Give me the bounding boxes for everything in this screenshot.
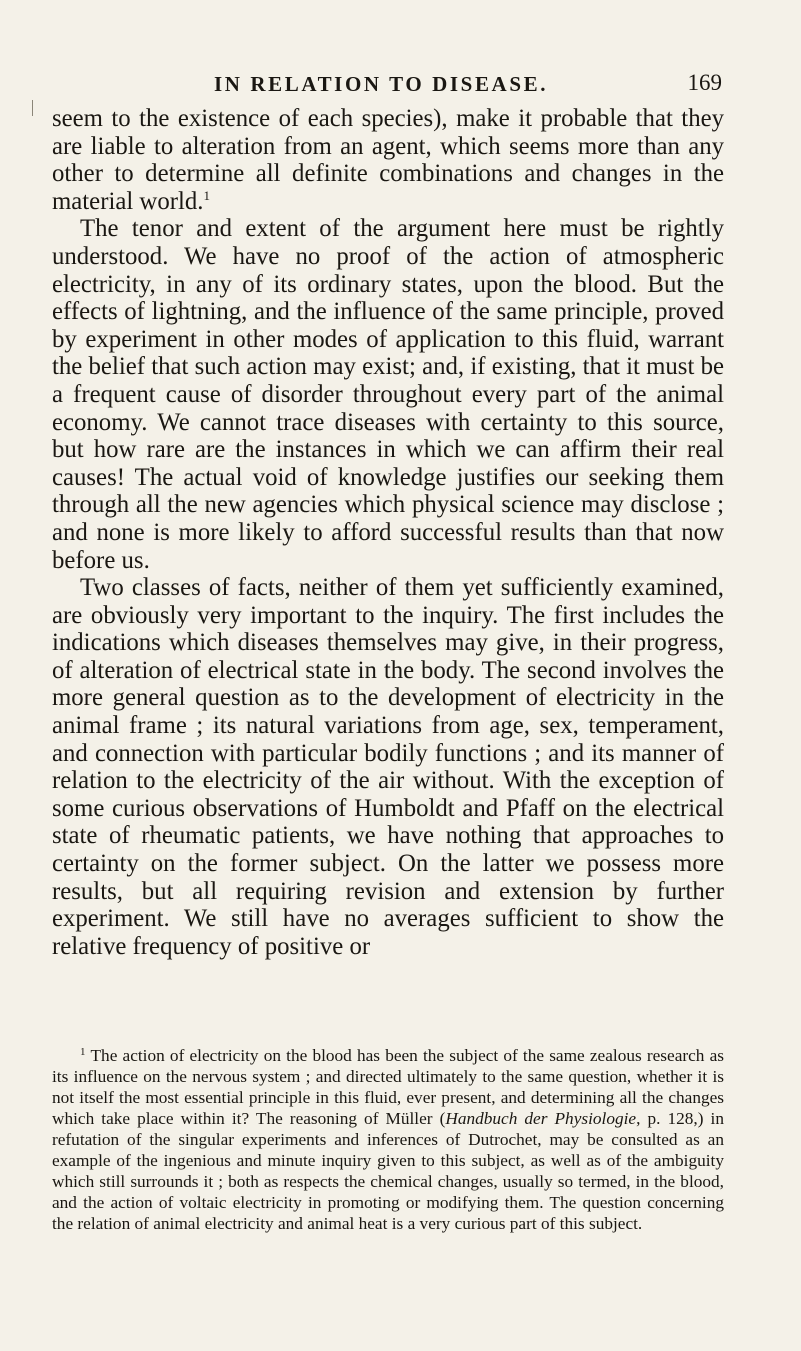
footnote-paragraph <box>52 1045 724 1234</box>
paragraph-two-classes: Two classes of facts, neither of them yet sufficiently examined, are obviously very important to the inquiry. The first includes the indications which diseases themselves may give, in their progress, of alteration of electrical state in the body. The second involves the more general question as to the development of electricity in the animal frame ; its natural variations from age, sex, temperament, and connection with particular bodily functions ; and its manner of relation to the electricity of the air without. With the exception of some curious observations of Humboldt and Pfaff on the electrical state of rheumatic patients, we have nothing that approaches to certainty on the former subject. On the latter we possess more results, but all requiring revision and extension by further experiment. We still have no averages sufficient to show the relative frequency of positive or <box>52 574 724 960</box>
running-head <box>182 72 722 102</box>
paragraph-continued-text: seem to the existence of each species), make it probable that they are liable to alteration from an agent, which seems more than any other to determine all definite combinations and changes in the material world. <box>52 105 724 215</box>
paragraph-argument: The tenor and extent of the argument here must be rightly understood. We have no proof of the action of atmospheric electricity, in any of its ordinary states, upon the blood. But the effects of lightning, and the influence of the same principle, proved by experiment in other modes of application to this fluid, warrant the belief that such action may exist; and, if existing, that it must be a frequent cause of disorder throughout every part of the animal economy. We cannot trace diseases with certainty to this source, but how rare are the instances in which we can affirm their real causes! The actual void of knowledge justifies our seeking them through all the new agencies which physical science may disclose ; and none is more likely to afford successful results than that now before us. <box>52 215 724 574</box>
footnote-text-b: , p. 128,) in refutation of the singular experiments and inferences of Dutrochet, may be consulted as an example of the ingenious and minute inquiry given to this subject, as well as of the ambiguity which still surrounds it ; both as respects the chemical changes, usually so termed, in the blood, and the action of voltaic electricity in promoting or modifying them. The question concerning the relation of animal electricity and animal heat is a very curious part of this subject. <box>52 1109 724 1233</box>
running-title: IN RELATION TO DISEASE. <box>214 72 549 96</box>
paragraph-continued <box>52 105 724 215</box>
margin-mark-top <box>32 100 33 116</box>
footnote-marker: 1 <box>80 1046 86 1058</box>
footnote-book-title: Handbuch der Physiologie <box>445 1109 637 1128</box>
footnote <box>52 1045 724 1234</box>
main-text <box>52 105 724 960</box>
footnote-reference: 1 <box>203 187 210 203</box>
page-number: 169 <box>687 70 722 95</box>
footnote-text-a: The action of electricity on the blood has been the subject of the same zealous research as its influence on the nervous system ; and directed ultimately to the same question, whether it is not itself the most essential principle in this fluid, ever present, and determining all the changes which take place within it? The reasoning of Müller ( <box>52 1046 724 1128</box>
